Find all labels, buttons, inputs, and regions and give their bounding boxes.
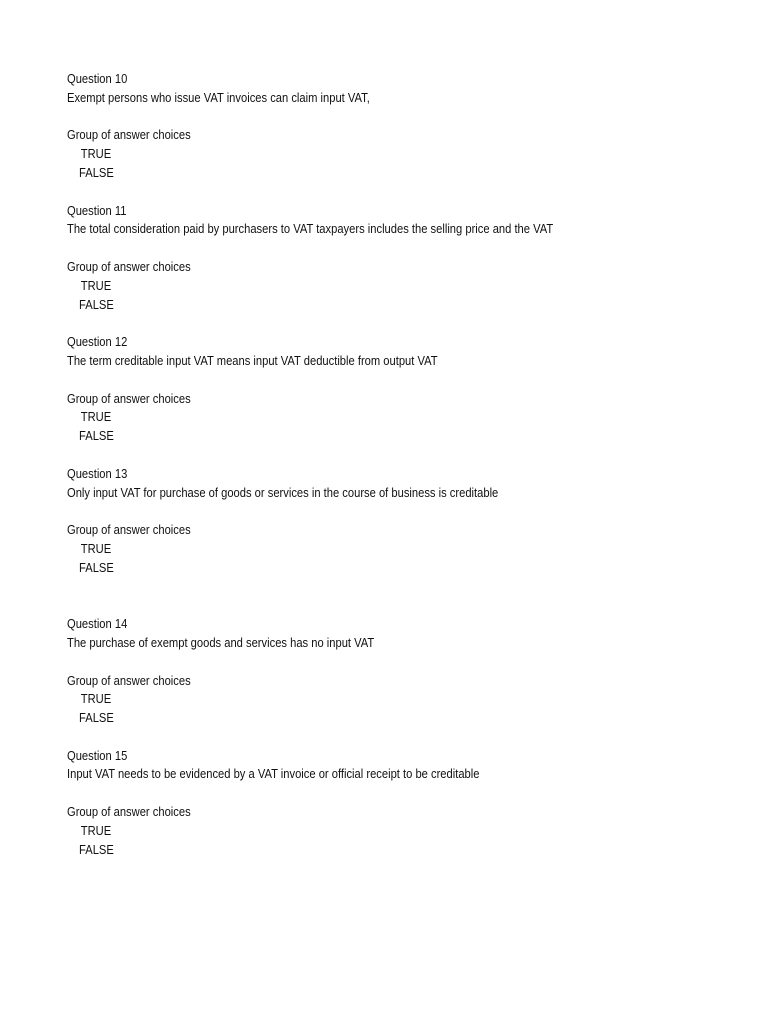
question-title: Question 11 [67, 202, 127, 218]
choices-label: Group of answer choices [67, 672, 191, 688]
spacer [67, 183, 747, 202]
question-title: Question 15 [67, 747, 128, 763]
quiz-document [67, 70, 747, 859]
spacer [67, 578, 747, 597]
spacer [67, 502, 747, 521]
question-text: Input VAT needs to be evidenced by a VAT invoice or official receipt to be creditable [67, 766, 480, 782]
choice-false[interactable]: FALSE [79, 559, 114, 575]
question-text: Only input VAT for purchase of goods or services in the course of business is creditable [67, 484, 499, 500]
question-title: Question 12 [67, 334, 128, 350]
spacer [67, 446, 747, 465]
spacer [67, 108, 747, 127]
choice-true[interactable]: TRUE [80, 691, 112, 707]
spacer [67, 728, 747, 747]
spacer [67, 784, 747, 803]
spacer [67, 314, 747, 333]
question-block [67, 70, 747, 202]
choices-label: Group of answer choices [67, 390, 191, 406]
choice-true[interactable]: TRUE [80, 822, 112, 838]
spacer [67, 653, 747, 672]
spacer [67, 239, 747, 258]
choice-true[interactable]: TRUE [80, 277, 112, 293]
choice-false[interactable]: FALSE [79, 296, 114, 312]
question-title: Question 14 [67, 616, 128, 632]
question-block [67, 747, 747, 860]
choices-label: Group of answer choices [67, 127, 191, 143]
question-block [67, 202, 747, 334]
question-text: The purchase of exempt goods and services has no input VAT [67, 634, 375, 650]
choices-label: Group of answer choices [67, 258, 191, 274]
question-block [67, 615, 747, 747]
question-text: The total consideration paid by purchasers to VAT taxpayers includes the selling price and the VAT [67, 221, 554, 237]
question-text: The term creditable input VAT means input VAT deductible from output VAT [67, 352, 438, 368]
question-title: Question 13 [67, 465, 128, 481]
choice-true[interactable]: TRUE [80, 540, 112, 556]
choice-true[interactable]: TRUE [80, 146, 112, 162]
question-text: Exempt persons who issue VAT invoices can claim input VAT, [67, 89, 370, 105]
choice-false[interactable]: FALSE [79, 841, 114, 857]
spacer [67, 371, 747, 390]
choice-false[interactable]: FALSE [79, 710, 114, 726]
choice-true[interactable]: TRUE [80, 409, 112, 425]
question-block [67, 465, 747, 597]
choices-label: Group of answer choices [67, 522, 191, 538]
question-title: Question 10 [67, 71, 128, 86]
choices-label: Group of answer choices [67, 804, 191, 820]
choice-false[interactable]: FALSE [79, 164, 114, 180]
choice-false[interactable]: FALSE [79, 428, 114, 444]
question-block [67, 333, 747, 465]
